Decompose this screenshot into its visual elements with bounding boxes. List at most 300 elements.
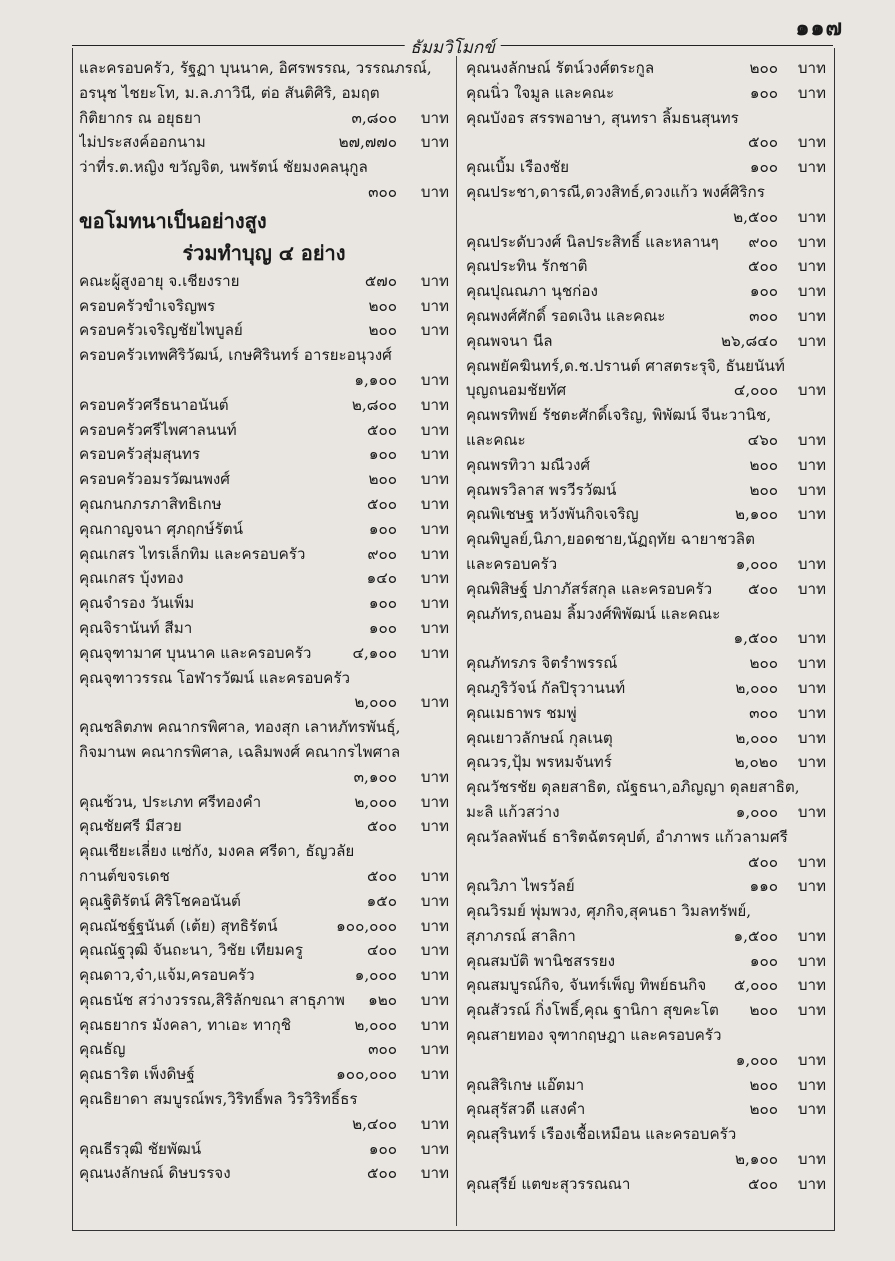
currency-unit: บาท	[797, 703, 826, 722]
donor-name: คุณธนัช สว่างวรรณ,สิริลักขณา สาธุภาพ	[79, 990, 345, 1009]
donation-amount: ๑,๐๐๐	[735, 1050, 778, 1069]
donation-amount: ๑๐๐	[368, 519, 397, 538]
currency-unit: บาท	[797, 207, 826, 226]
donor-line	[466, 899, 826, 924]
donor-line	[466, 130, 826, 155]
currency-unit: บาท	[420, 296, 449, 315]
donor-line	[79, 155, 449, 180]
donor-name: คุณสายทอง จุฑากฤษฎา และครอบครัว	[466, 1026, 722, 1045]
donor-name: ครอบครัวศรีไพศาลนนท์	[79, 420, 237, 439]
donation-amount: ๒๐๐	[749, 59, 778, 77]
donor-name: คุณเมธาพร ชมพู่	[466, 703, 577, 722]
donor-line	[79, 666, 449, 691]
donor-line	[466, 949, 826, 974]
currency-unit: บาท	[797, 59, 826, 77]
donor-line	[466, 1172, 826, 1197]
donor-name: คุณพจนา นีล	[466, 331, 553, 350]
donation-amount: ๒๐๐	[749, 455, 778, 474]
currency-unit: บาท	[420, 271, 449, 290]
donor-line	[79, 1087, 449, 1112]
donor-name: คุณจุฑามาศ บุนนาค และครอบครัว	[79, 643, 312, 662]
donor-name: คุณช้วน, ประเภท ศรีทองคำ	[79, 792, 262, 811]
currency-unit: บาท	[797, 306, 826, 325]
currency-unit: บาท	[420, 817, 449, 836]
donor-name: คุณวร,ปุ้ม พรหมจันทร์	[466, 753, 612, 772]
currency-unit: บาท	[797, 629, 826, 648]
currency-unit: บาท	[420, 470, 449, 489]
currency-unit: บาท	[797, 1075, 826, 1094]
donation-amount: ๕,๐๐๐	[733, 976, 778, 995]
donor-line	[79, 1062, 449, 1087]
donor-line	[79, 839, 449, 864]
currency-unit: บาท	[797, 579, 826, 598]
donor-name: กิจมานพ คณากรพิศาล, เฉลิมพงศ์ คณากรไพศาล	[79, 742, 401, 761]
donation-amount: ๒๖,๘๔๐	[721, 331, 778, 350]
donor-line	[79, 393, 449, 418]
donor-line	[79, 1161, 449, 1186]
donor-name: คุณพงศ์ศักดิ์ รอดเงิน และคณะ	[466, 306, 666, 325]
donor-line	[79, 864, 449, 889]
donor-name: คุณพรทิพย์ รัชตะศักดิ์เจริญ, พิพัฒน์ จีนะวานิช,	[466, 406, 772, 425]
currency-unit: บาท	[797, 678, 826, 697]
donor-line	[466, 180, 826, 205]
donation-amount: ๔,๑๐๐	[352, 643, 397, 662]
donor-line	[79, 938, 449, 963]
donation-amount: ๒๐๐	[749, 1001, 778, 1020]
donor-line	[466, 1122, 826, 1147]
currency-unit: บาท	[797, 505, 826, 524]
donor-line	[79, 963, 449, 988]
donor-line	[466, 81, 826, 106]
currency-unit: บาท	[420, 618, 449, 637]
donation-amount: ๑๐๐	[749, 158, 778, 177]
donor-name: คุณประทิน รักชาติ	[466, 257, 588, 276]
currency-unit: บาท	[797, 331, 826, 350]
donation-amount: ๒,๕๐๐	[733, 207, 778, 226]
currency-unit: บาท	[797, 455, 826, 474]
section-heading: ขอโมทนาเป็นอย่างสูง	[79, 208, 267, 233]
currency-unit: บาท	[797, 654, 826, 673]
donor-line	[466, 106, 826, 131]
donor-name: คุณสมบัติ พานิชสรรยง	[466, 951, 615, 970]
donor-line	[466, 56, 826, 81]
donor-line	[79, 641, 449, 666]
currency-unit: บาท	[797, 232, 826, 251]
donor-line	[79, 1013, 449, 1038]
donor-name: คุณวัชรชัย ดุลยสาธิต, ณัฐธนา,อภิญญา ดุลยสาธิต,	[466, 778, 800, 797]
donor-line	[79, 269, 449, 294]
donation-amount: ๓๐๐	[368, 1040, 397, 1059]
donor-name: กานต์ขจรเดช	[79, 866, 170, 885]
donor-line	[466, 205, 826, 230]
donor-name: ไม่ประสงค์ออกนาม	[79, 133, 206, 152]
donation-amount: ๓๐๐	[749, 306, 778, 325]
donor-name: คุณธยากร มังคลา, ทาเอะ ทากุชิ	[79, 1015, 292, 1034]
donation-amount: ๑,๐๐๐	[735, 802, 778, 821]
donor-name: สุภาภรณ์ สาลิกา	[466, 926, 576, 945]
donation-amount: ๒๐๐	[749, 654, 778, 673]
currency-unit: บาท	[420, 866, 449, 885]
donor-name: คุณกนกภรภาสิทธิเกษ	[79, 494, 222, 513]
donor-line	[466, 1097, 826, 1122]
column-divider	[456, 56, 457, 1226]
currency-unit: บาท	[420, 133, 449, 152]
donation-amount: ๑๑๐	[749, 877, 778, 896]
donation-amount: ๕๐๐	[747, 1174, 778, 1193]
donation-amount: ๑,๕๐๐	[733, 926, 778, 945]
donor-name: คุณเบิ้ม เรืองชัย	[466, 158, 570, 177]
donation-amount: ๑๐๐	[368, 1139, 397, 1158]
donation-amount: ๒,๑๐๐	[734, 1150, 778, 1169]
donor-name: คุณจุฑาวรรณ โอฬารวัฒน์ และครอบครัว	[79, 668, 351, 687]
currency-unit: บาท	[797, 480, 826, 499]
left-column	[79, 56, 449, 1186]
currency-unit: บาท	[797, 852, 826, 871]
donation-amount: ๒๐๐	[749, 1100, 778, 1119]
donor-line	[466, 676, 826, 701]
donor-line	[79, 368, 449, 393]
currency-unit: บาท	[420, 1164, 449, 1183]
donor-name: คุณสุรินทร์ เรืองเชื้อเหมือน และครอบครัว	[466, 1125, 737, 1144]
donor-name: ครอบครัวขำเจริญพร	[79, 296, 216, 315]
donor-line	[466, 552, 826, 577]
donor-name: ครอบครัวสุ่มสุนทร	[79, 445, 201, 464]
currency-unit: บาท	[420, 370, 449, 389]
donor-line	[466, 1073, 826, 1098]
donation-amount: ๕๐๐	[366, 420, 397, 439]
donor-name: คุณเกสร บุ้งทอง	[79, 569, 184, 588]
donation-amount: ๑๔๐	[366, 569, 397, 588]
donation-amount: ๒,๐๐๐	[735, 678, 778, 697]
donor-line	[466, 726, 826, 751]
donor-name: คุณภูริวัจน์ กัลปิรุวานนท์	[466, 678, 626, 697]
currency-unit: บาท	[420, 643, 449, 662]
donor-line	[466, 602, 826, 627]
currency-unit: บาท	[797, 1150, 826, 1169]
donor-line	[79, 914, 449, 939]
donation-amount: ๒,๘๐๐	[351, 395, 397, 414]
donor-line	[466, 453, 826, 478]
donor-line	[79, 1137, 449, 1162]
donation-amount: ๕๐๐	[366, 494, 397, 513]
donor-line	[466, 701, 826, 726]
donor-line	[466, 254, 826, 279]
currency-unit: บาท	[420, 519, 449, 538]
donor-line	[466, 577, 826, 602]
donor-line	[466, 924, 826, 949]
currency-unit: บาท	[797, 802, 826, 821]
donor-name: มะลิ แก้วสว่าง	[466, 802, 560, 821]
donor-name: คุณธาริต เพ็งดิษฐ์	[79, 1065, 195, 1084]
donor-line	[466, 403, 826, 428]
donation-amount: ๑,๐๐๐	[735, 554, 778, 573]
donation-amount: ๒๐๐	[368, 470, 397, 489]
currency-unit: บาท	[420, 767, 449, 786]
donation-amount: ๒๐๐	[749, 1075, 778, 1094]
donor-line	[466, 825, 826, 850]
donor-line	[466, 478, 826, 503]
donor-name: คุณฐิติรัตน์ ศิริโชคอนันต์	[79, 891, 241, 910]
donation-amount: ๕๐๐	[747, 852, 778, 871]
donor-name: คุณพิบูลย์,นิภา,ยอดชาย,นัฏฤทัย ฉายาชวลิต	[466, 530, 755, 549]
donor-name: ว่าที่ร.ต.หญิง ขวัญจิต, นพรัตน์ ชัยมงคลนุกูล	[79, 158, 368, 177]
page-number: ๑๑๗	[795, 15, 843, 41]
donation-amount: ๕๐๐	[366, 817, 397, 836]
donor-line	[466, 750, 826, 775]
currency-unit: บาท	[420, 420, 449, 439]
donor-line	[466, 973, 826, 998]
donor-name: คุณวิภา ไพรวัลย์	[466, 877, 575, 896]
donor-name: คุณวิรมย์ พุ่มพวง, ศุภกิจ,สุคนธา วิมลทรัพย์,	[466, 902, 752, 921]
donation-amount: ๕๐๐	[747, 579, 778, 598]
currency-unit: บาท	[797, 1174, 826, 1193]
donor-line	[466, 378, 826, 403]
donation-amount: ๑,๐๐๐	[354, 966, 397, 985]
currency-unit: บาท	[420, 544, 449, 563]
donor-line	[79, 442, 449, 467]
donor-line	[466, 651, 826, 676]
currency-unit: บาท	[797, 951, 826, 970]
donation-amount: ๒๐๐	[749, 480, 778, 499]
donation-amount: ๕๐๐	[747, 257, 778, 276]
currency-unit: บาท	[420, 594, 449, 613]
donation-amount: ๒,๐๐๐	[354, 1015, 397, 1034]
donor-name: คุณพยัคฆินทร์,ด.ช.ปรานต์ ศาสตระรุจิ, ธันยนันท์	[466, 356, 785, 375]
donor-line	[466, 230, 826, 255]
donor-name: คุณประชา,ดารณี,ดวงสิทธ์,ดวงแก้ว พงศ์ศิริกร	[466, 182, 765, 201]
donor-line	[79, 343, 449, 368]
donation-amount: ๑๕๐	[366, 891, 397, 910]
donor-name: ครอบครัวศรีธนาอนันต์	[79, 395, 229, 414]
donor-name: คุณสัวรณ์ กิ่งโพธิ์,คุณ ฐานิกา สุขคะโต	[466, 1001, 719, 1020]
donor-line	[79, 790, 449, 815]
donor-line	[79, 130, 449, 155]
donor-name: คุณพรทิวา มณีวงศ์	[466, 455, 590, 474]
donation-amount: ๓๐๐	[368, 182, 397, 201]
donor-line	[466, 1048, 826, 1073]
currency-unit: บาท	[420, 1114, 449, 1133]
currency-unit: บาท	[797, 133, 826, 152]
donation-amount: ๓,๑๐๐	[353, 767, 397, 786]
currency-unit: บาท	[797, 83, 826, 102]
donor-name: อรนุช ไชยะโท, ม.ล.ภาวินี, ต่อ สันติศิริ, อมฤต	[79, 83, 380, 102]
donation-amount: ๔๖๐	[747, 430, 778, 449]
donation-amount: ๕๗๐	[364, 271, 397, 290]
currency-unit: บาท	[797, 728, 826, 747]
right-column	[466, 56, 826, 1197]
currency-unit: บาท	[797, 1100, 826, 1119]
donation-amount: ๑๐๐	[749, 951, 778, 970]
donation-amount: ๓,๘๐๐	[351, 108, 397, 127]
donation-amount: ๕๐๐	[366, 1164, 397, 1183]
donor-line	[466, 1147, 826, 1172]
donor-name: คุณนิ่ว ใจมูล และคณะ	[466, 83, 615, 102]
donor-name: คุณจำรอง วันเพ็ม	[79, 594, 195, 613]
donor-name: คุณกาญจนา ศุภฤกษ์รัตน์	[79, 519, 244, 538]
donor-line	[466, 428, 826, 453]
donor-line	[79, 988, 449, 1013]
donor-line	[466, 304, 826, 329]
donation-amount: ๒,๔๐๐	[352, 1114, 397, 1133]
donation-amount: ๑,๕๐๐	[733, 629, 778, 648]
donor-name: คุณธัญ	[79, 1040, 126, 1059]
donation-amount: ๑๐๐,๐๐๐	[336, 1065, 397, 1084]
donor-name: คุณปุณณภา นุชก่อง	[466, 282, 598, 301]
currency-unit: บาท	[797, 1050, 826, 1069]
donor-line	[466, 626, 826, 651]
donor-name: คุณนงลักษณ์ ดิษบรรจง	[79, 1164, 231, 1183]
currency-unit: บาท	[420, 1040, 449, 1059]
donor-name: คุณนงลักษณ์ รัตน์วงศ์ตระกูล	[466, 59, 655, 77]
currency-unit: บาท	[420, 916, 449, 935]
donor-line	[79, 889, 449, 914]
donor-line	[466, 998, 826, 1023]
donation-amount: ๑๐๐	[368, 618, 397, 637]
donor-name: คุณธีรวุฒิ ชัยพัฒน์	[79, 1139, 202, 1158]
currency-unit: บาท	[420, 990, 449, 1009]
currency-unit: บาท	[420, 395, 449, 414]
currency-unit: บาท	[797, 1001, 826, 1020]
donation-amount: ๒,๐๒๐	[734, 753, 778, 772]
donation-amount: ๓๐๐	[749, 703, 778, 722]
donor-line	[466, 1023, 826, 1048]
donation-amount: ๑๒๐	[368, 990, 397, 1009]
donor-line	[79, 591, 449, 616]
donor-line	[466, 874, 826, 899]
donor-line	[79, 1112, 449, 1137]
donor-name: คุณจิรานันท์ สีมา	[79, 618, 193, 637]
donor-name: คุณภัทร,ถนอม ลิ้มวงศ์พิพัฒน์ และคณะ	[466, 604, 721, 623]
donation-amount: ๔๐๐	[366, 941, 397, 960]
donor-line	[79, 616, 449, 641]
donation-amount: ๕๐๐	[747, 133, 778, 152]
donor-line	[79, 318, 449, 343]
donation-amount: ๕๐๐	[366, 866, 397, 885]
donation-amount: ๙๐๐	[367, 544, 397, 563]
donor-name: คุณเยาวลักษณ์ กุลเนตุ	[466, 728, 613, 747]
currency-unit: บาท	[420, 494, 449, 513]
donor-line	[466, 850, 826, 875]
header-title: ธัมมวิโมกข์	[404, 34, 501, 61]
donor-line	[79, 814, 449, 839]
donor-name: กิติยากร ณ อยุธยา	[79, 108, 202, 127]
donor-line	[466, 279, 826, 304]
donor-name: คุณสุรีย์ แตขะสุวรรณณา	[466, 1174, 631, 1193]
donor-name: คุณณัชฐ์ฐนันต์ (เต้ย) สุทธิรัตน์	[79, 916, 278, 935]
donor-name: คุณพิสิษฐ์ ปภาภัสร์สกุล และครอบครัว	[466, 579, 713, 598]
currency-unit: บาท	[797, 976, 826, 995]
donor-name: คุณดาว,จ๋า,แจ้ม,ครอบครัว	[79, 966, 255, 985]
donor-line	[79, 81, 449, 106]
donor-name: บุญถนอมชัยทัศ	[466, 381, 567, 400]
donor-name: คุณณัฐวุฒิ จันถะนา, วิชัย เทียมครู	[79, 941, 303, 960]
donor-name: คุณชัยศรี มีสวย	[79, 817, 182, 836]
donor-name: ครอบครัวเทพศิริวัฒน์, เกษศิรินทร์ อารยะอนุวงศ์	[79, 346, 392, 365]
donor-name: คุณพิเชษฐ หวังพันกิจเจริญ	[466, 505, 639, 524]
donor-line	[466, 329, 826, 354]
currency-unit: บาท	[420, 941, 449, 960]
donor-line	[79, 56, 449, 81]
donation-amount: ๑๐๐	[749, 83, 778, 102]
currency-unit: บาท	[420, 966, 449, 985]
donation-amount: ๒,๐๐๐	[354, 693, 397, 712]
donor-line	[466, 502, 826, 527]
donor-name: คุณเชียะเลี่ยง แซ่กัง, มงคล ศรีดา, ธัญวลัย	[79, 842, 355, 861]
donor-line	[79, 467, 449, 492]
donation-amount: ๒๐๐	[368, 321, 397, 340]
currency-unit: บาท	[797, 554, 826, 573]
currency-unit: บาท	[420, 445, 449, 464]
donor-line	[79, 1037, 449, 1062]
currency-unit: บาท	[420, 693, 449, 712]
donation-amount: ๙๐๐	[748, 232, 778, 251]
donor-name: คณะผู้สูงอายุ จ.เชียงราย	[79, 271, 240, 290]
currency-unit: บาท	[420, 792, 449, 811]
donation-amount: ๒,๐๐๐	[354, 792, 397, 811]
section-subheading: ร่วมทำบุญ ๔ อย่าง	[182, 240, 346, 265]
donor-name: คุณสิริเกษ แอ๊ตมา	[466, 1075, 585, 1094]
donation-amount: ๑๐๐	[368, 445, 397, 464]
donor-line	[466, 155, 826, 180]
currency-unit: บาท	[420, 108, 449, 127]
currency-unit: บาท	[797, 926, 826, 945]
donor-name: ครอบครัวอมรวัฒนพงศ์	[79, 470, 230, 489]
currency-unit: บาท	[420, 569, 449, 588]
donor-line	[79, 418, 449, 443]
donation-amount: ๑๐๐	[368, 594, 397, 613]
donation-amount: ๒๐๐	[368, 296, 397, 315]
donor-line	[466, 775, 826, 800]
donor-name: คุณพรวิลาส พรวีรวัฒน์	[466, 480, 617, 499]
currency-unit: บาท	[420, 891, 449, 910]
donor-line	[79, 740, 449, 765]
currency-unit: บาท	[797, 158, 826, 177]
donor-name: คุณสุรัสวดี แสงคำ	[466, 1100, 586, 1119]
donor-line	[79, 517, 449, 542]
donation-amount: ๑,๑๐๐	[354, 370, 397, 389]
currency-unit: บาท	[797, 282, 826, 301]
currency-unit: บาท	[420, 182, 449, 201]
currency-unit: บาท	[797, 381, 826, 400]
donor-name: คุณประดับวงศ์ นิลประสิทธิ์ และหลานๆ	[466, 232, 719, 251]
donor-line	[79, 492, 449, 517]
currency-unit: บาท	[797, 877, 826, 896]
donation-amount: ๑๐๐	[749, 282, 778, 301]
donation-amount: ๒,๑๐๐	[734, 505, 778, 524]
currency-unit: บาท	[420, 1139, 449, 1158]
donor-line	[79, 106, 449, 131]
donor-line	[79, 294, 449, 319]
donation-amount: ๑๐๐,๐๐๐	[336, 916, 397, 935]
donor-name: คุณวัลลพันธ์ ธาริตฉัตรคุปต์, อำภาพร แก้วลามศรี	[466, 827, 788, 846]
currency-unit: บาท	[797, 257, 826, 276]
donor-name: ครอบครัวเจริญชัยไพบูลย์	[79, 321, 243, 340]
donor-name: และคณะ	[466, 430, 526, 449]
currency-unit: บาท	[420, 321, 449, 340]
donor-name: และครอบครัว	[466, 554, 558, 573]
currency-unit: บาท	[797, 430, 826, 449]
currency-unit: บาท	[797, 753, 826, 772]
currency-unit: บาท	[420, 1065, 449, 1084]
donor-line	[79, 690, 449, 715]
donor-name: คุณบังอร สรรพอาษา, สุนทรา ลิ้มธนสุนทร	[466, 108, 739, 127]
donation-amount: ๒,๐๐๐	[735, 728, 778, 747]
donation-amount: ๒๗,๗๗๐	[338, 133, 397, 152]
donor-line	[79, 180, 449, 205]
donor-line	[466, 800, 826, 825]
donor-line	[79, 715, 449, 740]
donor-line	[466, 354, 826, 379]
